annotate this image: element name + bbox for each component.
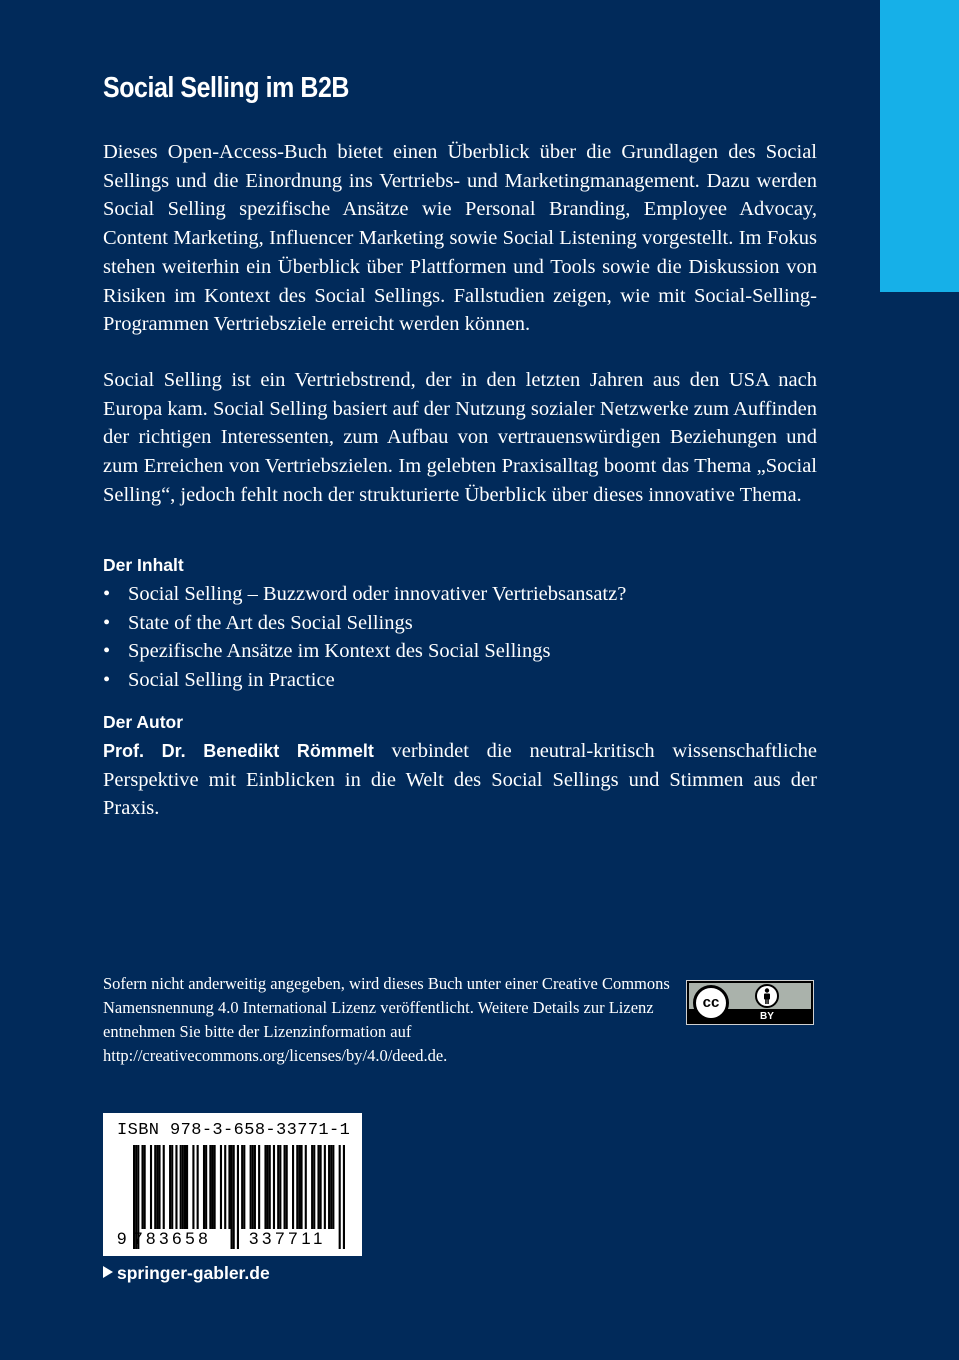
barcode-bar — [141, 1145, 143, 1229]
publisher-link[interactable]: springer-gabler.de — [103, 1263, 270, 1284]
barcode-bar — [252, 1145, 254, 1229]
barcode-bar — [197, 1145, 199, 1229]
bullet-icon: • — [103, 640, 111, 663]
accent-tab — [880, 0, 959, 292]
barcode-bar — [182, 1145, 184, 1229]
barcode-bar — [330, 1145, 332, 1229]
barcode-bar — [343, 1145, 345, 1249]
barcode-bar — [203, 1145, 205, 1229]
barcode-bar — [296, 1145, 298, 1229]
barcode-bar — [163, 1145, 165, 1229]
barcode-bar — [205, 1145, 207, 1229]
barcode-bar — [332, 1145, 334, 1229]
barcode-bar — [241, 1145, 243, 1229]
barcode-bar — [237, 1145, 239, 1249]
barcode-bar — [214, 1145, 216, 1229]
barcode-bar — [192, 1145, 194, 1229]
barcode-bar — [158, 1145, 160, 1229]
barcode-bar — [180, 1145, 182, 1229]
barcode-bar — [320, 1145, 322, 1229]
barcode-bar — [144, 1145, 146, 1229]
barcode-bar — [186, 1145, 188, 1229]
barcode-bar — [171, 1145, 173, 1229]
description-paragraph-2: Social Selling ist ein Vertriebstrend, der in den letzten Jahren aus den USA nach Europa kam. Social Selling basiert auf der Nutzung sozialer Netzwerke zum Auffinden der richtigen Interessenten, zum Aufbau von vertrauenswürdigen Beziehungen und zum Erreichen von Vertriebszielen. Im gelebten Praxisalltag boomt das Thema „Social Selling“, jedoch fehlt noch der strukturierte Überblick über dieses innovative Thema. — [103, 369, 817, 506]
barcode-bar — [169, 1145, 171, 1229]
barcode-bar — [269, 1145, 271, 1229]
barcode-digits-right: 337711 — [249, 1229, 327, 1248]
isbn-barcode — [103, 1113, 362, 1256]
arrow-right-icon — [103, 1266, 113, 1278]
barcode-bar — [254, 1145, 256, 1229]
barcode-bar — [264, 1145, 266, 1229]
barcode-bar — [209, 1145, 211, 1229]
barcode-bar — [228, 1145, 230, 1229]
license-notice: Sofern nicht anderweitig angegeben, wird dieses Buch unter einer Creative Commons Namensnennung 4.0 International Lizenz veröffentlicht. Weitere Details zur Lizenz entnehmen Sie bitte der Lizenzinformation auf http://creativecommons.org/licenses/by/4.0/deed.de. — [103, 974, 670, 1065]
description-paragraph-1: Dieses Open-Access-Buch bietet einen Überblick über die Grundlagen des Social Sellings und die Einordnung ins Vertriebs- und Marketingmanagement. Dazu werden Social Selling spezifische Ansätze wie Personal Branding, Employee Advocay, Content Marketing, Influencer Marketing sowie Social Listening vorgestellt. Im Fokus stehen weiterhin ein Überblick über Plattformen und Tools sowie die Diskussion von Risiken im Kontext des Social Sellings. Fallstudien zeigen, wie mit Social-Selling-Programmen Vertriebsziele erreicht werden können. — [103, 141, 817, 336]
barcode-bar — [220, 1145, 222, 1229]
barcode-bar — [286, 1145, 288, 1229]
contents-item: • Social Selling in Practice — [103, 666, 626, 695]
barcode-digit-first: 9 — [117, 1229, 127, 1248]
barcode-bar — [231, 1145, 233, 1249]
barcode-bar — [250, 1145, 252, 1229]
barcode-bar — [267, 1145, 269, 1229]
cc-icon: cc — [693, 985, 729, 1021]
barcode-bar — [156, 1145, 158, 1229]
barcode-bar — [243, 1145, 245, 1229]
barcode-bar — [150, 1145, 152, 1229]
cc-by-license-badge — [686, 980, 814, 1025]
barcode-bar — [311, 1145, 313, 1229]
barcode-bar — [211, 1145, 213, 1229]
attribution-person-icon — [755, 984, 779, 1008]
contents-item: • Spezifische Ansätze im Kontext des Social Sellings — [103, 637, 626, 666]
barcode-bar — [273, 1145, 275, 1229]
barcode-bar — [279, 1145, 281, 1229]
barcode-bar — [154, 1145, 156, 1229]
barcode-bar — [328, 1145, 330, 1229]
barcode-bar — [284, 1145, 286, 1229]
bullet-icon: • — [103, 583, 111, 605]
contents-item: • Social Selling – Buzzword oder innovativer Vertriebsansatz? — [103, 580, 626, 609]
isbn-label: ISBN 978-3-658-33771-1 — [117, 1121, 351, 1140]
author-text: verbindet die neutral-kritisch wissenschaftliche Perspektive mit Einblicken in die Welt des Social Sellings und Stimmen aus der Praxis. — [103, 740, 817, 820]
barcode-bar — [305, 1145, 307, 1229]
barcode-bar — [292, 1145, 294, 1229]
barcode-bar — [175, 1145, 177, 1229]
bullet-icon: • — [103, 611, 111, 634]
barcode-bar — [184, 1145, 186, 1229]
bullet-icon: • — [103, 669, 111, 692]
by-label: BY — [760, 1011, 774, 1022]
barcode-bar — [313, 1145, 315, 1229]
barcode-bar — [324, 1145, 326, 1229]
author-name: Prof. Dr. Benedikt Römmelt — [103, 741, 374, 761]
barcode-bar — [298, 1145, 300, 1229]
barcode-bar — [317, 1145, 319, 1229]
contents-heading: Der Inhalt — [103, 555, 184, 575]
barcode-digits-left: 783658 — [133, 1229, 212, 1248]
author-heading: Der Autor — [103, 712, 184, 732]
book-title: Social Selling im B2B — [103, 72, 349, 104]
barcode-bar — [233, 1145, 235, 1249]
barcode-bar — [339, 1145, 341, 1249]
barcode-bar — [277, 1145, 279, 1229]
contents-item: • State of the Art des Social Sellings — [103, 609, 626, 638]
barcode-bar — [224, 1145, 226, 1229]
author-bio — [103, 737, 817, 823]
barcode-bar — [258, 1145, 260, 1229]
barcode-bar — [300, 1145, 302, 1229]
contents-list — [103, 580, 626, 695]
